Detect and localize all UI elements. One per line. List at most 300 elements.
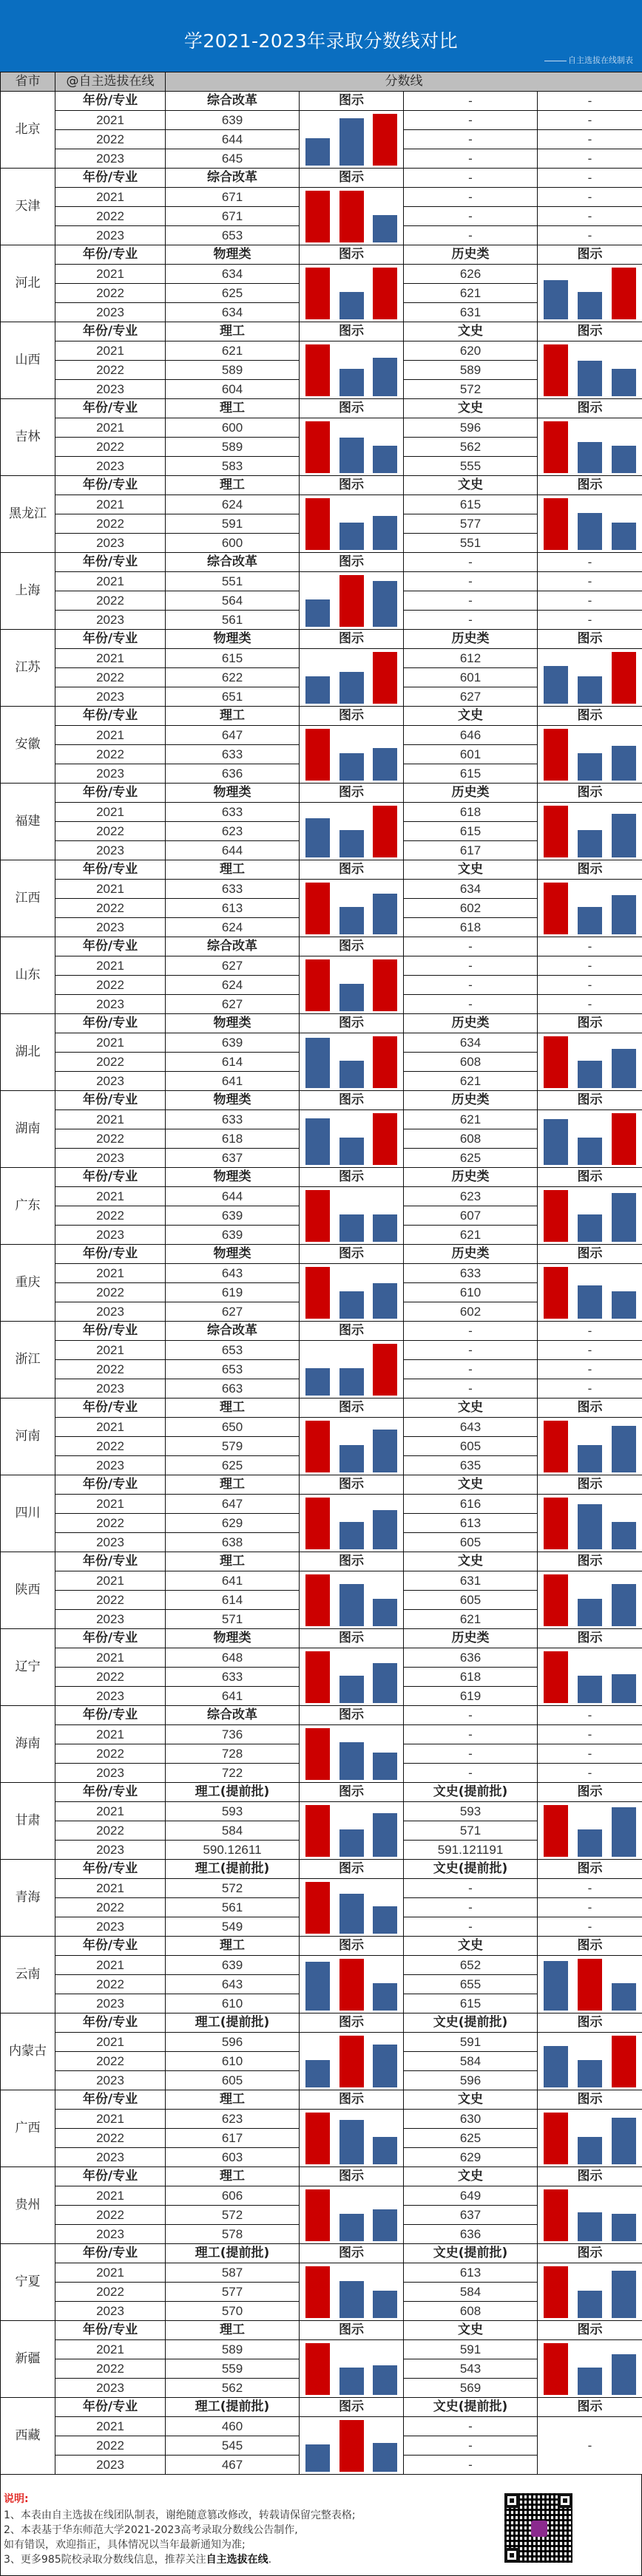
mini-bar-chart: [538, 1187, 642, 1245]
bar-2023: [612, 746, 636, 781]
year-cell: 2023: [55, 226, 166, 245]
bar-2023: [373, 806, 397, 857]
bar-2022: [339, 1445, 364, 1472]
bar-2021: [305, 1368, 330, 1396]
bar-2021: [544, 1267, 568, 1319]
chart-label: 图示: [300, 860, 404, 880]
province-block-header: [1, 245, 642, 265]
year-cell: 2021: [55, 111, 166, 130]
bar-2022: [339, 907, 364, 934]
chart-label: 图示: [300, 1245, 404, 1264]
province-block-header: [1, 2167, 642, 2186]
year-major-label: 年份/专业: [55, 2013, 166, 2033]
table-row: [1, 1110, 642, 1129]
score-a-cell: 621: [166, 341, 300, 361]
chart-label: 图示: [300, 1783, 404, 1802]
year-cell: 2022: [55, 822, 166, 841]
bar-2021: [305, 498, 330, 550]
year-cell: 2022: [55, 1437, 166, 1456]
year-cell: 2022: [55, 1591, 166, 1610]
province-name: 福建: [1, 784, 55, 860]
year-cell: 2023: [55, 611, 166, 630]
chart-label: 图示: [300, 1552, 404, 1571]
table-row: [1, 956, 642, 976]
track-a-label: 物理类: [166, 784, 300, 803]
score-a-cell: 653: [166, 1341, 300, 1360]
year-cell: 2022: [55, 668, 166, 687]
year-cell: 2021: [55, 188, 166, 207]
province-name: 四川: [1, 1475, 55, 1552]
province-block-header: [1, 322, 642, 341]
score-b-cell: 607: [404, 1206, 538, 1226]
province-name: 江西: [1, 860, 55, 937]
bar-2023: [373, 894, 397, 934]
bar-2021: [305, 421, 330, 473]
province-name: 北京: [1, 92, 55, 169]
note-line-4: 3、更多985院校录取分数线信息，推荐关注自主选拔在线.: [4, 2552, 271, 2566]
score-a-cell: 561: [166, 1898, 300, 1917]
chart-label: 图示: [300, 937, 404, 956]
bar-2022: [578, 2368, 602, 2395]
chart-label: 图示: [300, 707, 404, 726]
mini-bar-chart: [300, 1341, 404, 1399]
mini-bar-chart: [300, 1571, 404, 1629]
score-a-cell: 583: [166, 457, 300, 476]
score-a-cell: 651: [166, 687, 300, 707]
bar-2022: [578, 513, 602, 550]
bar-2022: [339, 2036, 364, 2087]
score-b-cell: 591: [404, 2033, 538, 2052]
bar-2023: [612, 1584, 636, 1626]
province-block-header: [1, 1937, 642, 1956]
year-major-label: 年份/专业: [55, 1322, 166, 1341]
year-cell: 2021: [55, 1879, 166, 1898]
score-b-cell: 589: [404, 361, 538, 380]
title-banner: [0, 0, 642, 72]
score-b-cell: -: [404, 591, 538, 611]
mini-bar-chart: [300, 880, 404, 937]
mini-bar-chart: [300, 956, 404, 1014]
table-row: [1, 1495, 642, 1514]
track-b-label: 历史类: [404, 1091, 538, 1110]
table-row: [1, 418, 642, 438]
year-major-label: 年份/专业: [55, 1245, 166, 1264]
mini-bar-chart: [300, 2417, 404, 2475]
track-b-label: -: [404, 1322, 538, 1341]
mini-bar-chart: [538, 265, 642, 322]
chart-b-label: 图示: [538, 1937, 642, 1956]
year-cell: 2022: [55, 2359, 166, 2379]
chart-b-empty: -: [538, 995, 642, 1014]
bar-2023: [612, 1807, 636, 1857]
province-name: 河南: [1, 1399, 55, 1475]
score-b-cell: -: [404, 611, 538, 630]
chart-b-empty: -: [538, 207, 642, 226]
bar-2021: [305, 729, 330, 781]
year-cell: 2022: [55, 1360, 166, 1379]
province-name: 山东: [1, 937, 55, 1014]
year-cell: 2021: [55, 956, 166, 976]
mini-bar-chart: [300, 726, 404, 784]
year-major-label: 年份/专业: [55, 1091, 166, 1110]
track-b-label: 历史类: [404, 1168, 538, 1187]
year-cell: 2022: [55, 1283, 166, 1302]
year-major-label: 年份/专业: [55, 630, 166, 649]
year-major-label: 年份/专业: [55, 1168, 166, 1187]
bar-2023: [373, 2137, 397, 2164]
track-a-label: 综合改革: [166, 92, 300, 111]
mini-bar-chart: [300, 2186, 404, 2244]
year-cell: 2023: [55, 1533, 166, 1552]
province-name: 重庆: [1, 1245, 55, 1322]
bar-2022: [339, 191, 364, 242]
chart-b-label: 图示: [538, 476, 642, 495]
score-a-cell: 636: [166, 764, 300, 784]
score-a-cell: 625: [166, 1456, 300, 1475]
bar-2023: [373, 1344, 397, 1396]
bar-2023: [612, 1983, 636, 2011]
year-cell: 2021: [55, 2110, 166, 2129]
bar-2021: [305, 599, 330, 627]
bar-2022: [339, 369, 364, 396]
mini-bar-chart: [538, 2186, 642, 2244]
score-b-cell: -: [404, 1764, 538, 1783]
score-b-cell: 591.121191: [404, 1841, 538, 1860]
chart-b-label: 图示: [538, 630, 642, 649]
track-b-label: 文史: [404, 1552, 538, 1571]
table-row: [1, 2417, 642, 2436]
bar-2022: [339, 2120, 364, 2164]
qr-code[interactable]: [504, 2493, 572, 2563]
mini-bar-chart: [300, 2340, 404, 2398]
score-b-cell: 593: [404, 1802, 538, 1821]
score-a-cell: 650: [166, 1418, 300, 1437]
province-name: 贵州: [1, 2167, 55, 2244]
bar-2021: [544, 1190, 568, 1242]
chart-label: 图示: [300, 630, 404, 649]
score-b-cell: 584: [404, 2052, 538, 2071]
province-block-header: [1, 92, 642, 111]
score-a-cell: 564: [166, 591, 300, 611]
score-a-cell: 633: [166, 880, 300, 899]
bar-2021: [544, 2046, 568, 2087]
bar-2021: [544, 498, 568, 550]
score-b-cell: 635: [404, 1456, 538, 1475]
table-row: [1, 1956, 642, 1975]
year-major-label: 年份/专业: [55, 476, 166, 495]
track-a-label: 物理类: [166, 245, 300, 265]
score-b-cell: 636: [404, 1648, 538, 1668]
year-cell: 2022: [55, 2283, 166, 2302]
score-b-cell: -: [404, 1725, 538, 1744]
chart-label: 图示: [300, 553, 404, 572]
track-b-label: -: [404, 553, 538, 572]
bar-2021: [305, 676, 330, 704]
chart-label: 图示: [300, 1399, 404, 1418]
year-major-label: 年份/专业: [55, 169, 166, 188]
chart-b-label: 图示: [538, 1245, 642, 1264]
mini-bar-chart: [538, 649, 642, 707]
score-b-cell: 601: [404, 745, 538, 764]
score-b-cell: 605: [404, 1591, 538, 1610]
bar-2023: [373, 652, 397, 704]
province-block-header: [1, 1475, 642, 1495]
track-a-label: 物理类: [166, 1014, 300, 1033]
year-major-label: 年份/专业: [55, 1706, 166, 1725]
score-a-cell: 648: [166, 1648, 300, 1668]
year-cell: 2022: [55, 2206, 166, 2225]
mini-bar-chart: [538, 1802, 642, 1860]
bar-2021: [544, 1421, 568, 1472]
province-block-header: [1, 707, 642, 726]
track-b-label: 文史: [404, 476, 538, 495]
chart-b-label: -: [538, 169, 642, 188]
chart-b-empty: -: [538, 611, 642, 630]
bar-2022: [578, 1676, 602, 1703]
score-a-cell: 629: [166, 1514, 300, 1533]
bar-2021: [305, 1190, 330, 1242]
province-block-header: [1, 2398, 642, 2417]
table-row: [1, 2263, 642, 2283]
year-cell: 2021: [55, 2263, 166, 2283]
year-major-label: 年份/专业: [55, 937, 166, 956]
mini-bar-chart: [300, 1418, 404, 1475]
bar-2023: [612, 2118, 636, 2164]
province-block-header: [1, 2321, 642, 2340]
track-a-label: 物理类: [166, 1245, 300, 1264]
track-a-label: 物理类: [166, 630, 300, 649]
track-b-label: 历史类: [404, 1014, 538, 1033]
bar-2023: [373, 2045, 397, 2087]
table-row: [1, 495, 642, 514]
province-block-header: [1, 630, 642, 649]
score-b-cell: 621: [404, 1110, 538, 1129]
bar-2023: [373, 748, 397, 781]
year-major-label: 年份/专业: [55, 245, 166, 265]
year-cell: 2023: [55, 1072, 166, 1091]
bar-2021: [305, 344, 330, 396]
bar-2022: [578, 442, 602, 473]
chart-label: 图示: [300, 322, 404, 341]
bar-2023: [373, 1113, 397, 1165]
bar-2022: [339, 2214, 364, 2241]
chart-b-empty: -: [538, 2417, 642, 2475]
province-name: 陕西: [1, 1552, 55, 1629]
score-b-cell: 618: [404, 918, 538, 937]
bar-2023: [373, 1813, 397, 1857]
score-b-cell: 643: [404, 1418, 538, 1437]
year-major-label: 年份/专业: [55, 2321, 166, 2340]
year-cell: 2023: [55, 918, 166, 937]
bar-2022: [339, 1742, 364, 1780]
year-cell: 2023: [55, 1149, 166, 1168]
score-b-cell: -: [404, 1879, 538, 1898]
track-a-label: 理工(提前批): [166, 1860, 300, 1879]
bar-2022: [339, 1138, 364, 1165]
score-a-cell: 559: [166, 2359, 300, 2379]
score-b-cell: 615: [404, 822, 538, 841]
bar-2023: [612, 1674, 636, 1703]
year-cell: 2022: [55, 2129, 166, 2148]
track-a-label: 理工(提前批): [166, 2398, 300, 2417]
mini-bar-chart: [538, 495, 642, 553]
bar-2021: [305, 2189, 330, 2241]
chart-label: 图示: [300, 1475, 404, 1495]
score-a-cell: 622: [166, 668, 300, 687]
score-a-cell: 589: [166, 361, 300, 380]
province-block-header: [1, 1629, 642, 1648]
bar-2022: [578, 2060, 602, 2087]
score-b-cell: -: [404, 149, 538, 169]
table-row: [1, 1341, 642, 1360]
score-a-cell: 639: [166, 1956, 300, 1975]
bar-2022: [339, 1522, 364, 1549]
mini-bar-chart: [300, 1802, 404, 1860]
score-b-cell: -: [404, 2456, 538, 2475]
score-a-cell: 615: [166, 649, 300, 668]
bar-2021: [544, 1651, 568, 1703]
track-b-label: -: [404, 169, 538, 188]
track-a-label: 综合改革: [166, 553, 300, 572]
bar-2023: [373, 516, 397, 550]
track-a-label: 理工(提前批): [166, 2013, 300, 2033]
score-b-cell: 613: [404, 1514, 538, 1533]
mini-bar-chart: [300, 1725, 404, 1783]
mini-bar-chart: [300, 572, 404, 630]
bar-2021: [544, 883, 568, 934]
notes-title: 说明:: [4, 2491, 29, 2506]
chart-b-label: -: [538, 1706, 642, 1725]
table-row: [1, 880, 642, 899]
score-b-cell: 610: [404, 1283, 538, 1302]
score-b-cell: 543: [404, 2359, 538, 2379]
score-a-cell: 639: [166, 1226, 300, 1245]
score-b-cell: -: [404, 995, 538, 1014]
bar-2021: [305, 1267, 330, 1319]
table-row: [1, 341, 642, 361]
chart-b-empty: -: [538, 1360, 642, 1379]
bar-2022: [578, 292, 602, 319]
score-table: [0, 72, 642, 2475]
score-b-cell: 619: [404, 1687, 538, 1706]
year-major-label: 年份/专业: [55, 1014, 166, 1033]
year-major-label: 年份/专业: [55, 2167, 166, 2186]
bar-2021: [305, 1118, 330, 1165]
bar-2021: [544, 421, 568, 473]
year-cell: 2023: [55, 303, 166, 322]
score-a-cell: 728: [166, 1744, 300, 1764]
province-block-header: [1, 553, 642, 572]
bar-2023: [612, 523, 636, 550]
province-block-header: [1, 1399, 642, 1418]
score-a-cell: 572: [166, 2206, 300, 2225]
score-b-cell: 621: [404, 284, 538, 303]
note-line-2: 2、本表基于华东师范大学2021-2023高考录取分数线公告制作,: [4, 2522, 298, 2537]
score-b-cell: 655: [404, 1975, 538, 1994]
year-cell: 2022: [55, 1668, 166, 1687]
score-a-cell: 551: [166, 572, 300, 591]
year-cell: 2023: [55, 1302, 166, 1322]
bar-2023: [373, 1663, 397, 1703]
score-a-cell: 671: [166, 207, 300, 226]
bar-2021: [544, 280, 568, 319]
track-a-label: 物理类: [166, 1168, 300, 1187]
chart-b-label: -: [538, 92, 642, 111]
province-name: 湖北: [1, 1014, 55, 1091]
year-cell: 2023: [55, 380, 166, 399]
score-b-cell: 621: [404, 1610, 538, 1629]
score-b-cell: -: [404, 572, 538, 591]
track-a-label: 综合改革: [166, 937, 300, 956]
province-name: 山西: [1, 322, 55, 399]
mini-bar-chart: [538, 341, 642, 399]
score-a-cell: 596: [166, 2033, 300, 2052]
score-a-cell: 549: [166, 1917, 300, 1937]
score-b-cell: 634: [404, 1033, 538, 1053]
bar-2021: [305, 818, 330, 857]
bar-2022: [578, 1959, 602, 2011]
year-cell: 2023: [55, 1456, 166, 1475]
mini-bar-chart: [538, 880, 642, 937]
score-a-cell: 606: [166, 2186, 300, 2206]
score-a-cell: 639: [166, 1206, 300, 1226]
province-block-header: [1, 1552, 642, 1571]
chart-b-label: 图示: [538, 2244, 642, 2263]
bar-2022: [339, 1061, 364, 1088]
track-b-label: 历史类: [404, 784, 538, 803]
track-a-label: 理工(提前批): [166, 2244, 300, 2263]
province-name: 甘肃: [1, 1783, 55, 1860]
bar-2021: [544, 2113, 568, 2164]
notes-section: [0, 2475, 642, 2576]
score-a-cell: 460: [166, 2417, 300, 2436]
province-name: 西藏: [1, 2398, 55, 2475]
bar-2021: [305, 2444, 330, 2472]
track-b-label: 文史: [404, 860, 538, 880]
year-cell: 2022: [55, 1514, 166, 1533]
year-major-label: 年份/专业: [55, 92, 166, 111]
year-major-label: 年份/专业: [55, 2398, 166, 2417]
score-a-cell: 619: [166, 1283, 300, 1302]
chart-b-label: 图示: [538, 707, 642, 726]
bar-2022: [339, 1291, 364, 1319]
chart-label: 图示: [300, 1706, 404, 1725]
bar-2023: [612, 652, 636, 704]
score-b-cell: -: [404, 1898, 538, 1917]
chart-label: 图示: [300, 784, 404, 803]
bar-2021: [305, 1882, 330, 1934]
brand-link[interactable]: 自主选拔在线: [206, 2554, 268, 2566]
score-b-cell: 596: [404, 418, 538, 438]
bar-2022: [339, 1584, 364, 1626]
track-a-label: 理工: [166, 2321, 300, 2340]
bar-2021: [544, 1498, 568, 1549]
chart-label: 图示: [300, 1629, 404, 1648]
score-a-cell: 663: [166, 1379, 300, 1399]
chart-label: 图示: [300, 169, 404, 188]
year-cell: 2022: [55, 1129, 166, 1149]
mini-bar-chart: [300, 649, 404, 707]
province-name: 云南: [1, 1937, 55, 2013]
chart-b-empty: -: [538, 591, 642, 611]
year-cell: 2023: [55, 841, 166, 860]
year-cell: 2023: [55, 534, 166, 553]
score-a-cell: 589: [166, 2340, 300, 2359]
score-b-cell: 627: [404, 687, 538, 707]
year-cell: 2021: [55, 1725, 166, 1744]
bar-2022: [578, 361, 602, 396]
table-row: [1, 111, 642, 130]
